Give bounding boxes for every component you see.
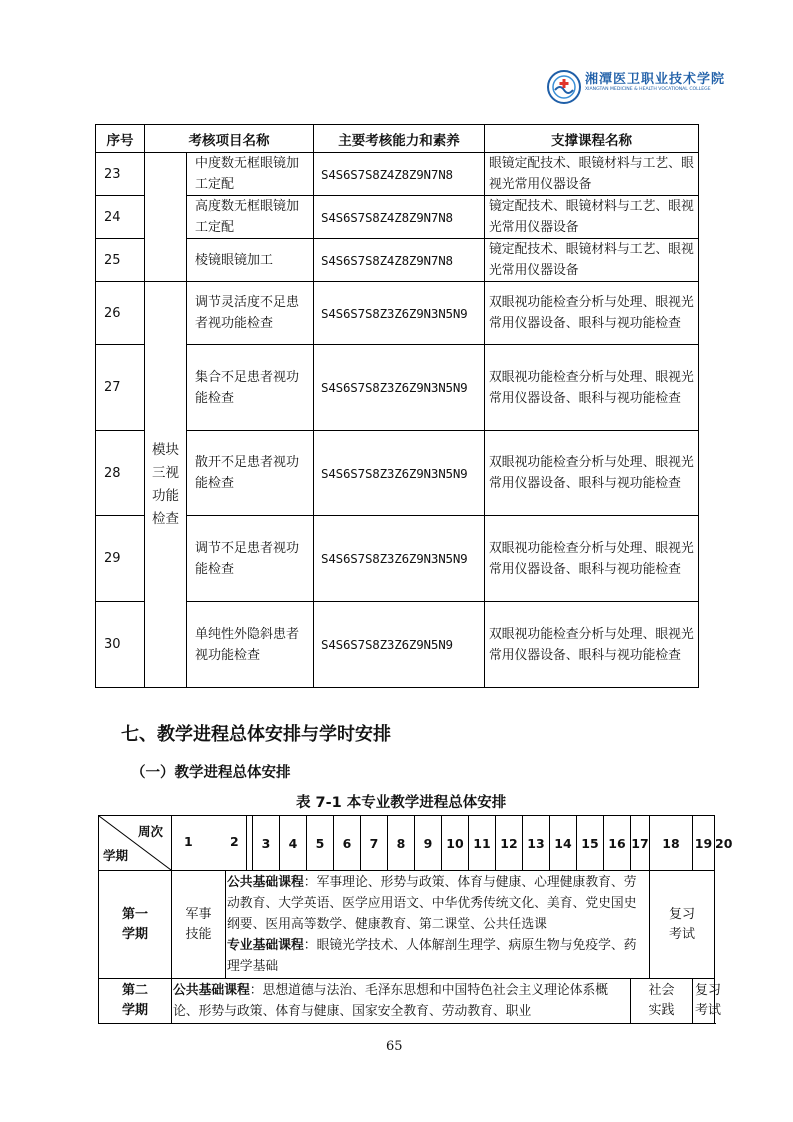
- table-row: [96, 239, 699, 282]
- table-row: [96, 196, 699, 239]
- row-no: 25: [96, 239, 145, 282]
- review-exam-label: 复习考试: [694, 983, 721, 1018]
- col-header-courses: 支撑课程名称: [485, 125, 699, 153]
- professional-courses-text: ：眼镜光学技术、人体解剖生理学、病原生物与免疫学、药理学基础: [227, 938, 637, 974]
- term-1-row: [99, 871, 715, 979]
- table-7-1-caption: 表 7-1 本专业教学进程总体安排: [296, 795, 507, 811]
- week-number: 15: [577, 816, 604, 871]
- row-ability: S4S6S7S8Z3Z6Z9N5N9: [314, 602, 485, 688]
- military-training-label: 军事技能: [185, 906, 212, 942]
- week-number: 11: [469, 816, 496, 871]
- college-emblem-icon: [547, 70, 581, 104]
- week-number: 2: [230, 834, 239, 849]
- row-ability: S4S6S7S8Z4Z8Z9N7N8: [314, 239, 485, 282]
- logo-english-name: XIANGTAN MEDICINE & HEALTH VOCATIONAL COLLEGE: [585, 87, 711, 92]
- page-number: 65: [386, 1039, 403, 1054]
- week-number: 19: [693, 816, 715, 871]
- row-courses: 双眼视功能检查分析与处理、眼视光常用仪器设备、眼科与视功能检查: [485, 282, 699, 345]
- week-number: 1: [184, 834, 193, 849]
- term-2-label-cell: [99, 979, 172, 1024]
- teaching-schedule-table: [98, 815, 733, 1024]
- table-row: [96, 282, 699, 345]
- row-courses: 双眼视功能检查分析与处理、眼视光常用仪器设备、眼科与视功能检查: [485, 345, 699, 431]
- table-row: [96, 431, 699, 516]
- row-item-name: 高度数无框眼镜加工定配: [187, 196, 314, 239]
- term-1-label-cell: [99, 871, 172, 979]
- row-ability: S4S6S7S8Z4Z8Z9N7N8: [314, 153, 485, 196]
- military-training-cell: [172, 871, 226, 979]
- assessment-table: [95, 124, 699, 688]
- week-number: 6: [334, 816, 361, 871]
- table-header-row: [96, 125, 699, 153]
- table-row: [96, 516, 699, 602]
- row-courses: 镜定配技术、眼镜材料与工艺、眼视光常用仪器设备: [485, 196, 699, 239]
- public-courses-label: 公共基础课程: [173, 983, 250, 998]
- week-number: 12: [496, 816, 523, 871]
- week-number: 13: [523, 816, 550, 871]
- public-courses-text: ：思想道德与法治、毛泽东思想和中国特色社会主义理论体系概论、形势与政策、体育与健康、国家安全教育、劳动教育、职业: [173, 983, 609, 1019]
- row-courses: 双眼视功能检查分析与处理、眼视光常用仪器设备、眼科与视功能检查: [485, 516, 699, 602]
- row-ability: S4S6S7S8Z3Z6Z9N3N5N9: [314, 516, 485, 602]
- corner-week-label: 周次: [137, 824, 163, 839]
- section-7-title: 七、教学进程总体安排与学时安排: [121, 724, 391, 745]
- module-label: 模块三视功能检查: [152, 441, 179, 527]
- col-header-no: 序号: [96, 125, 145, 153]
- week-header-row: 周次 学期 1 2 3 4 5 6 7 8 9 10 11 12 13 14 15 16 17 18 19 20: [99, 816, 715, 871]
- row-courses: 双眼视功能检查分析与处理、眼视光常用仪器设备、眼科与视功能检查: [485, 602, 699, 688]
- row-no: 29: [96, 516, 145, 602]
- term-2-label: 第二学期: [121, 983, 148, 1018]
- week-number: 14: [550, 816, 577, 871]
- row-courses: 双眼视功能检查分析与处理、眼视光常用仪器设备、眼科与视功能检查: [485, 431, 699, 516]
- row-item-name: 调节不足患者视功能检查: [187, 516, 314, 602]
- row-no: 30: [96, 602, 145, 688]
- week-1-2-cell: [172, 816, 253, 871]
- week-number: 3: [253, 816, 280, 871]
- row-courses: 镜定配技术、眼镜材料与工艺、眼视光常用仪器设备: [485, 239, 699, 282]
- row-item-name: 单纯性外隐斜患者视功能检查: [187, 602, 314, 688]
- row-ability: S4S6S7S8Z3Z6Z9N3N5N9: [314, 345, 485, 431]
- row-no: 24: [96, 196, 145, 239]
- table-row: [96, 153, 699, 196]
- term-1-label: 第一学期: [121, 906, 148, 942]
- col-header-item-name: 考核项目名称: [145, 125, 314, 153]
- logo-chinese-name: 湘潭医卫职业技术学院: [585, 72, 726, 87]
- week-number: 18: [650, 816, 693, 871]
- term-2-courses-cell: [172, 979, 631, 1024]
- row-courses: 眼镜定配技术、眼镜材料与工艺、眼视光常用仪器设备: [485, 153, 699, 196]
- term-2-row: [99, 979, 715, 1024]
- corner-term-label: 学期: [103, 848, 129, 863]
- review-exam-label: 复习考试: [668, 906, 695, 942]
- row-ability: S4S6S7S8Z3Z6Z9N3N5N9: [314, 282, 485, 345]
- row-no: 26: [96, 282, 145, 345]
- table-row: [96, 602, 699, 688]
- col-header-ability: 主要考核能力和素养: [314, 125, 485, 153]
- module-cell-blank: [145, 153, 187, 282]
- corner-cell: [99, 816, 172, 871]
- week-number: 7: [361, 816, 388, 871]
- row-no: 23: [96, 153, 145, 196]
- row-item-name: 散开不足患者视功能检查: [187, 431, 314, 516]
- module-label-cell: [145, 282, 187, 688]
- row-no: 28: [96, 431, 145, 516]
- row-item-name: 集合不足患者视功能检查: [187, 345, 314, 431]
- row-item-name: 棱镜眼镜加工: [187, 239, 314, 282]
- public-courses-label: 公共基础课程: [227, 875, 304, 890]
- college-logo: [547, 64, 737, 114]
- term-1-review-cell: [650, 871, 715, 979]
- term-2-review-cell: [693, 979, 721, 1024]
- public-courses-text: ：军事理论、形势与政策、体育与健康、心理健康教育、劳动教育、大学英语、医学应用语文、中华优秀传统文化、美育、党史国史纲要、医用高等数学、健康教育、第二课堂、公共任选课: [227, 875, 637, 932]
- row-no: 27: [96, 345, 145, 431]
- row-ability: S4S6S7S8Z4Z8Z9N7N8: [314, 196, 485, 239]
- row-item-name: 中度数无框眼镜加工定配: [187, 153, 314, 196]
- week-number: 5: [307, 816, 334, 871]
- week-divider: [246, 816, 247, 870]
- professional-courses-label: 专业基础课程: [227, 938, 304, 953]
- week-number: 8: [388, 816, 415, 871]
- social-practice-label: 社会实践: [648, 983, 675, 1018]
- row-ability: S4S6S7S8Z3Z6Z9N3N5N9: [314, 431, 485, 516]
- week-number: 9: [415, 816, 442, 871]
- term-1-courses-cell: [226, 871, 650, 979]
- week-number: 17: [631, 816, 650, 871]
- table-row: [96, 345, 699, 431]
- week-number: 4: [280, 816, 307, 871]
- week-number: 10: [442, 816, 469, 871]
- week-number: 16: [604, 816, 631, 871]
- social-practice-cell: [631, 979, 693, 1024]
- subsection-7-1-title: （一）教学进程总体安排: [131, 765, 291, 781]
- row-item-name: 调节灵活度不足患者视功能检查: [187, 282, 314, 345]
